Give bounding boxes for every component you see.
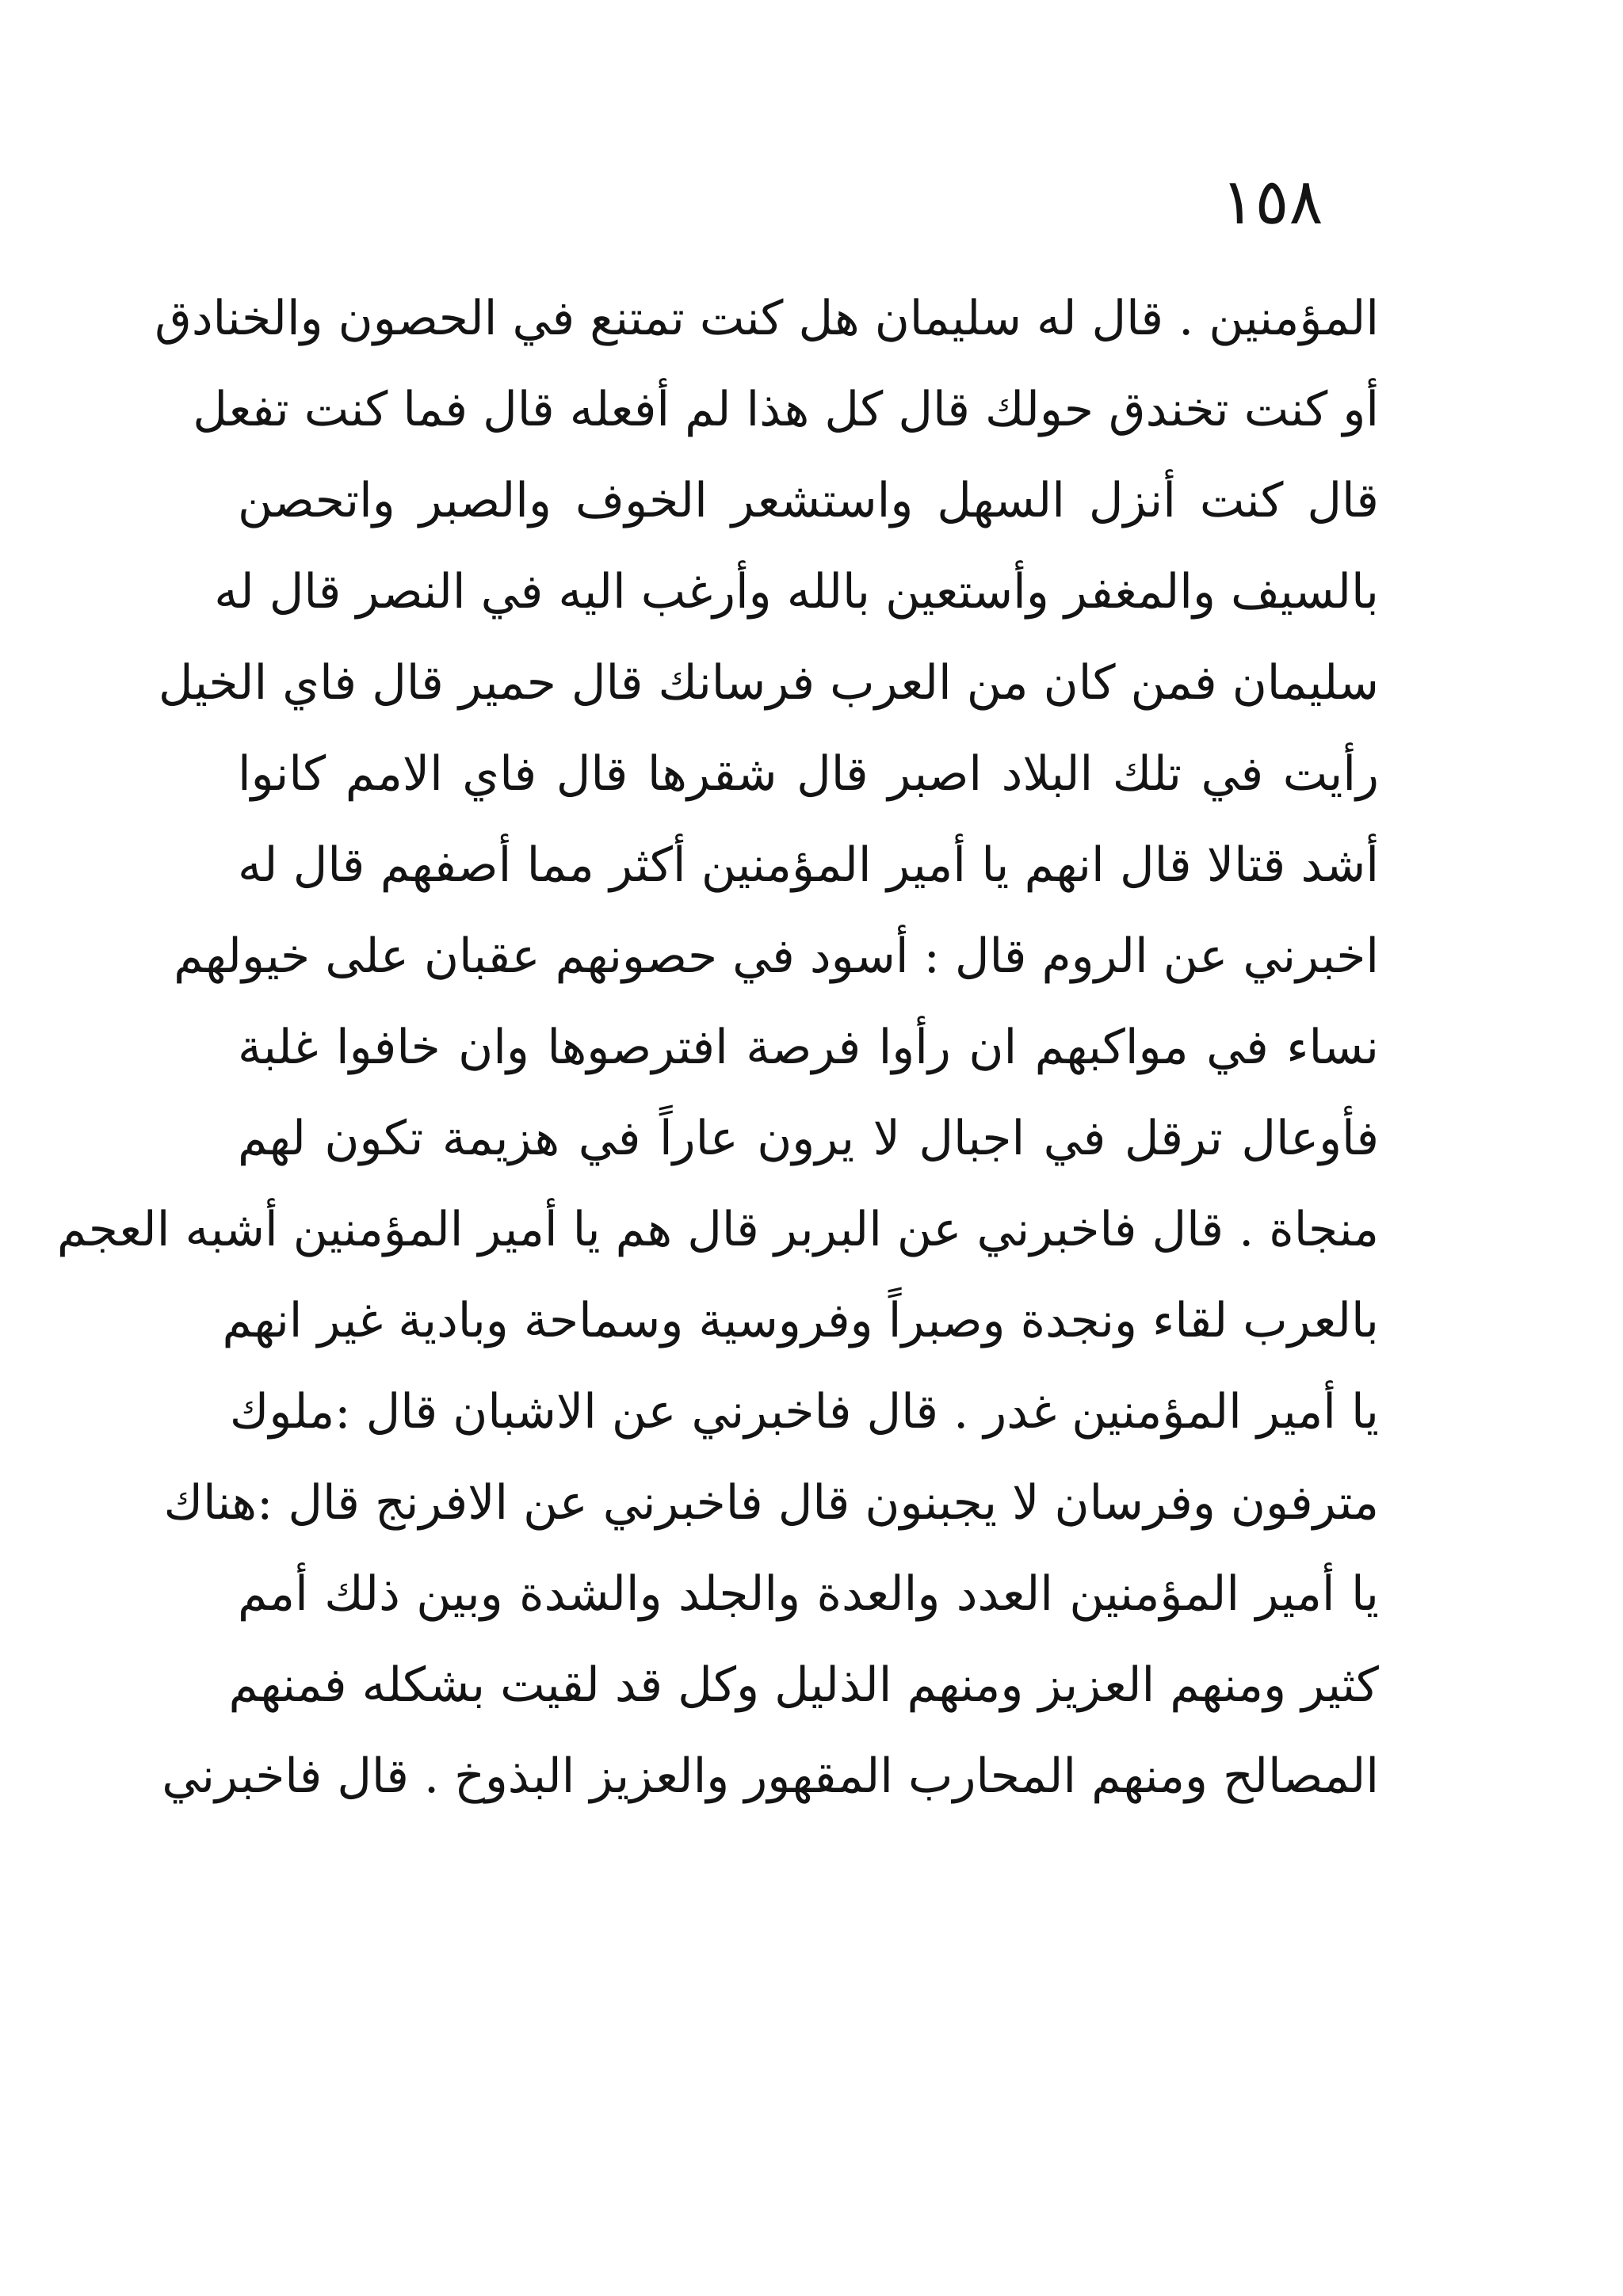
text-line: المصالح ومنهم المحارب المقهور والعزيز البذوخ . قال فاخبرني [162,1749,1379,1804]
text-line: قال كنت أنزل السهل واستشعر الخوف والصبر واتحصن [238,473,1379,528]
text-line: منجاة . قال فاخبرني عن البربر قال هم يا أمير المؤمنين أشبه العجم [56,1202,1379,1257]
text-line: يا أمير المؤمنين غدر . قال فاخبرني عن الاشبان قال :ملوك [229,1384,1379,1440]
text-line: المؤمنين . قال له سليمان هل كنت تمتنع في الحصون والخنادق [155,291,1379,346]
text-line: مترفون وفرسان لا يجبنون قال فاخبرني عن الافرنج قال :هناك [163,1475,1379,1531]
text-line: سليمان فمن كان من العرب فرسانك قال حمير قال فاي الخيل [158,655,1379,711]
text-line: بالسيف والمغفر وأستعين بالله وأرغب اليه في النصر قال له [214,564,1379,620]
text-line: يا أمير المؤمنين العدد والعدة والجلد والشدة وبين ذلك أمم [238,1566,1379,1622]
page-number: ١٥٨ [1220,165,1323,238]
text-line: اخبرني عن الروم قال : أسود في حصونهم عقبان على خيولهم [174,929,1379,984]
text-line: بالعرب لقاء ونجدة وصبراً وفروسية وسماحة وبادية غير انهم [222,1293,1379,1348]
text-line: كثير ومنهم العزيز ومنهم الذليل وكل قد لقيت بشكله فمنهم [228,1657,1379,1713]
text-line: أو كنت تخندق حولك قال كل هذا لم أفعله قال فما كنت تفعل [193,382,1379,437]
text-line: فأوعال ترقل في اجبال لا يرون عاراً في هزيمة تكون لهم [238,1111,1379,1166]
text-line: نساء في مواكبهم ان رأوا فرصة افترصوها وان خافوا غلبة [238,1020,1379,1075]
text-line: أشد قتالا قال انهم يا أمير المؤمنين أكثر مما أصفهم قال له [238,837,1379,893]
text-line: رأيت في تلك البلاد اصبر قال شقرها قال فاي الامم كانوا [238,746,1379,802]
body-text [56,273,1379,1822]
